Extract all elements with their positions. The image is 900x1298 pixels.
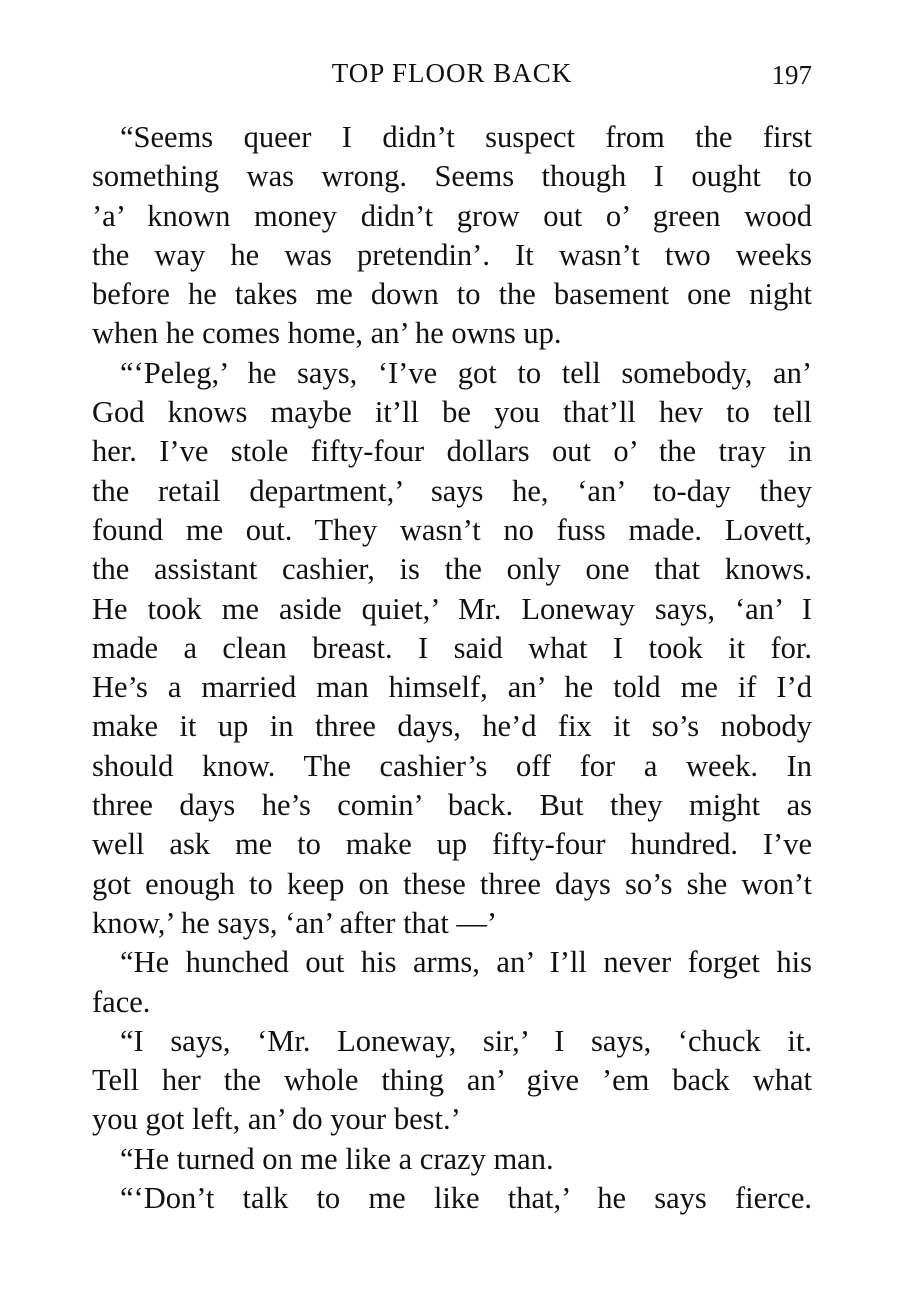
text-line: know,’ he says, ‘an’ after that —’ [92,905,498,940]
text-line: you got left, an’ do your best.’ [92,1102,461,1137]
text-line: well ask me to make up fifty-four hundred. I’ve [92,827,812,862]
text-line: ’a’ known money didn’t grow out o’ green wood [92,198,812,233]
text-line: “‘Don’t talk to me like that,’ he says fierce. [120,1181,812,1216]
running-head [92,58,812,98]
text-line: got enough to keep on these three days so’s she won’t [92,866,812,901]
text-line: face. [92,984,151,1019]
text-line: when he comes home, an’ he owns up. [92,316,562,351]
body-text [92,118,812,1218]
text-line: found me out. They wasn’t no fuss made. Lovett, [92,512,812,547]
text-line: before he takes me down to the basement one night [92,277,812,312]
text-line: make it up in three days, he’d fix it so’s nobody [92,709,812,744]
text-line: made a clean breast. I said what I took it for. [92,630,812,665]
text-line: He took me aside quiet,’ Mr. Loneway says, ‘an’ I [92,591,812,626]
page-number: 197 [771,60,812,90]
text-line: the retail department,’ says he, ‘an’ to-day they [92,473,812,508]
running-title: TOP FLOOR BACK [331,58,573,88]
text-line: the way he was pretendin’. It wasn’t two weeks [92,237,812,272]
text-line: should know. The cashier’s off for a week. In [92,748,812,783]
text-line: the assistant cashier, is the only one that knows. [92,552,812,587]
text-line: Tell her the whole thing an’ give ’em back what [92,1063,812,1098]
text-line: “I says, ‘Mr. Loneway, sir,’ I says, ‘chuck it. [120,1023,812,1058]
text-line: “He turned on me like a crazy man. [120,1141,554,1176]
text-line: her. I’ve stole fifty-four dollars out o’ the tray in [92,434,812,469]
text-line: “‘Peleg,’ he says, ‘I’ve got to tell somebody, an’ [120,355,812,390]
text-line: He’s a married man himself, an’ he told me if I’d [92,670,812,705]
text-line: three days he’s comin’ back. But they might as [92,788,812,823]
text-line: “He hunched out his arms, an’ I’ll never forget his [120,945,812,980]
text-line: “Seems queer I didn’t suspect from the first [120,120,812,154]
text-line: God knows maybe it’ll be you that’ll hev to tell [92,395,812,430]
text-line: something was wrong. Seems though I ought to [92,159,812,194]
